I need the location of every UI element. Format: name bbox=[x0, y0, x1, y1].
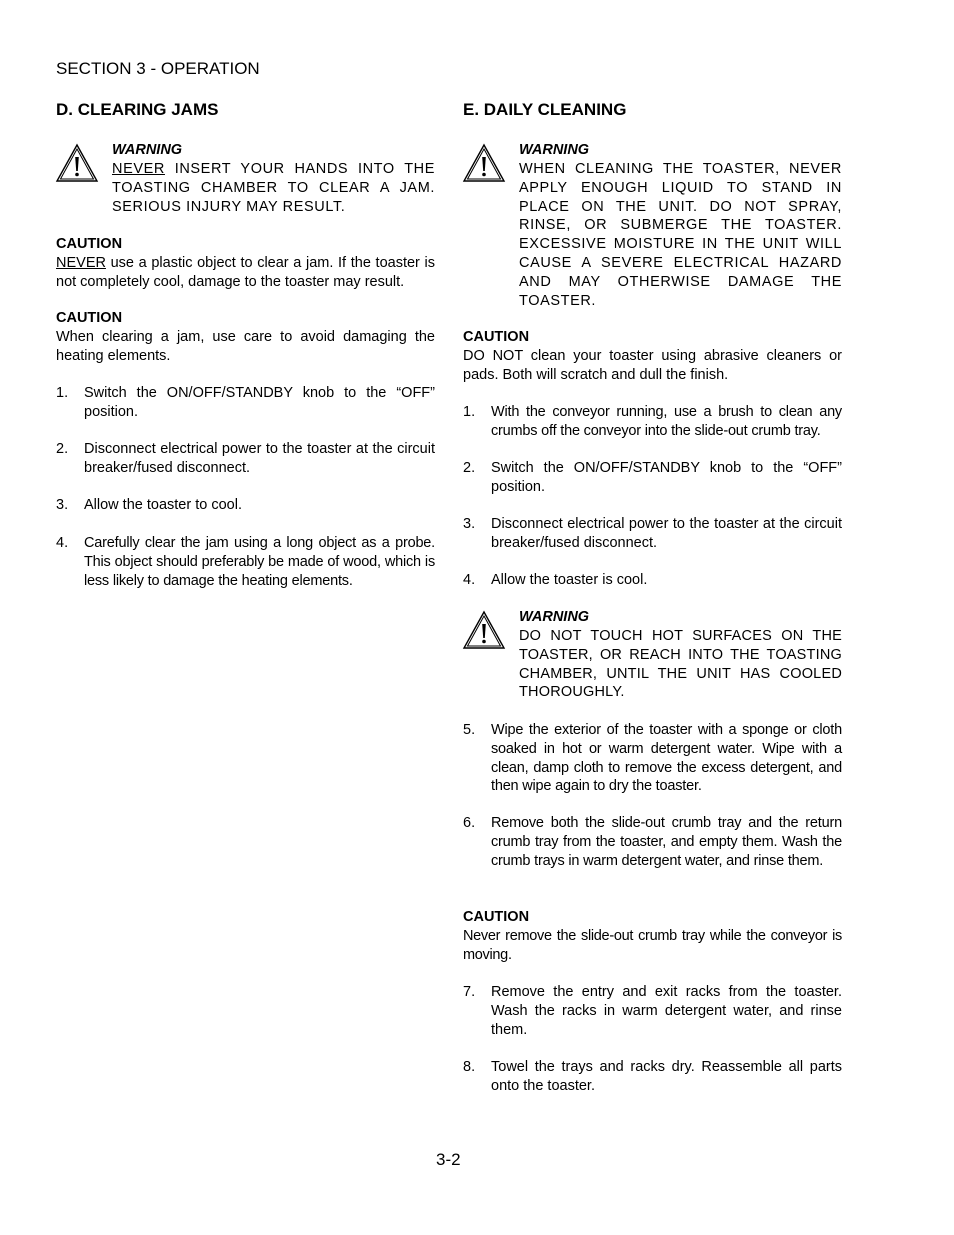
step-number: 4. bbox=[463, 572, 476, 588]
step-text: Disconnect electrical power to the toaster at the circuit breaker/fused disconnect. bbox=[491, 516, 842, 551]
step-number: 7. bbox=[463, 984, 476, 1000]
step-text: Switch the ON/OFF/STANDBY knob to the “OFF” position. bbox=[84, 385, 435, 420]
warning-text: DO NOT TOUCH HOT SURFACES ON THE TOASTER, OR REACH INTO THE TOASTING CHAMBER, UNTIL THE UNIT HAS COOLED THOROUGHLY. bbox=[519, 628, 842, 701]
step-text: Remove both the slide-out crumb tray and the return crumb tray from the toaster, and empty them. Wash the crumb trays in warm detergent water, and rinse them. bbox=[491, 815, 842, 869]
caution-label: CAUTION bbox=[56, 236, 123, 252]
heading-daily-cleaning: E. DAILY CLEANING bbox=[463, 100, 627, 119]
caution-text bbox=[56, 254, 435, 292]
caution-label: CAUTION bbox=[463, 329, 530, 345]
warning-label: WARNING bbox=[519, 609, 590, 625]
step-number: 6. bbox=[463, 815, 476, 831]
warning-triangle-icon bbox=[462, 610, 506, 650]
step-text: Switch the ON/OFF/STANDBY knob to the “OFF” position. bbox=[491, 460, 842, 495]
warning-triangle-icon bbox=[55, 143, 99, 183]
step-number: 4. bbox=[56, 535, 69, 551]
warning-label: WARNING bbox=[112, 142, 183, 158]
caution-text: When clearing a jam, use care to avoid damaging the heating elements. bbox=[56, 329, 435, 364]
step-text: Remove the entry and exit racks from the toaster. Wash the racks in warm detergent water, and rinse them. bbox=[491, 984, 842, 1038]
warning-triangle-icon bbox=[462, 143, 506, 183]
warning-body: INSERT YOUR HANDS INTO THE TOASTING CHAMBER TO CLEAR A JAM. SERIOUS INJURY MAY RESULT. bbox=[112, 161, 435, 215]
step-text: Towel the trays and racks dry. Reassemble all parts onto the toaster. bbox=[491, 1059, 842, 1094]
warning-label: WARNING bbox=[519, 142, 590, 158]
step-number: 8. bbox=[463, 1059, 476, 1075]
section-header: SECTION 3 - OPERATION bbox=[56, 59, 260, 78]
step-text: With the conveyor running, use a brush to clean any crumbs off the conveyor into the slide-out crumb tray. bbox=[491, 404, 842, 439]
page-number: 3-2 bbox=[436, 1150, 461, 1169]
caution-label: CAUTION bbox=[56, 310, 123, 326]
warning-text: WHEN CLEANING THE TOASTER, NEVER APPLY ENOUGH LIQUID TO STAND IN PLACE ON THE UNIT. DO NOT SPRAY, RINSE, OR SUBMERGE THE TOASTER. EXCESSIVE MOISTURE IN THE UNIT WILL CAUSE A SEVERE ELECTRICAL HAZARD AND MAY OTHERWISE DAMAGE THE TOASTER. bbox=[519, 161, 842, 309]
caution-text: DO NOT clean your toaster using abrasive cleaners or pads. Both will scratch and dull the finish. bbox=[463, 348, 842, 383]
step-number: 2. bbox=[56, 441, 69, 457]
step-text: Allow the toaster is cool. bbox=[491, 572, 648, 588]
warning-never: NEVER bbox=[112, 161, 165, 177]
step-number: 3. bbox=[463, 516, 476, 532]
caution-never: NEVER bbox=[56, 255, 106, 271]
step-text: Allow the toaster to cool. bbox=[84, 497, 242, 513]
step-text: Wipe the exterior of the toaster with a sponge or cloth soaked in hot or warm detergent water. Wipe with a clean, damp cloth to remove the excess detergent, and then wipe again to dry the toaster. bbox=[491, 722, 842, 795]
step-number: 2. bbox=[463, 460, 476, 476]
caution-text: Never remove the slide-out crumb tray while the conveyor is moving. bbox=[463, 928, 842, 963]
step-text: Carefully clear the jam using a long object as a probe. This object should preferably be made of wood, which is less likely to damage the heating elements. bbox=[84, 535, 435, 589]
caution-label: CAUTION bbox=[463, 909, 530, 925]
step-number: 3. bbox=[56, 497, 69, 513]
step-text: Disconnect electrical power to the toaster at the circuit breaker/fused disconnect. bbox=[84, 441, 435, 476]
caution-body: use a plastic object to clear a jam. If the toaster is not completely cool, damage to the toaster may result. bbox=[56, 255, 435, 290]
step-number: 1. bbox=[56, 385, 69, 401]
step-number: 1. bbox=[463, 404, 476, 420]
heading-clearing-jams: D. CLEARING JAMS bbox=[56, 100, 219, 119]
step-number: 5. bbox=[463, 722, 476, 738]
warning-text bbox=[112, 160, 435, 216]
